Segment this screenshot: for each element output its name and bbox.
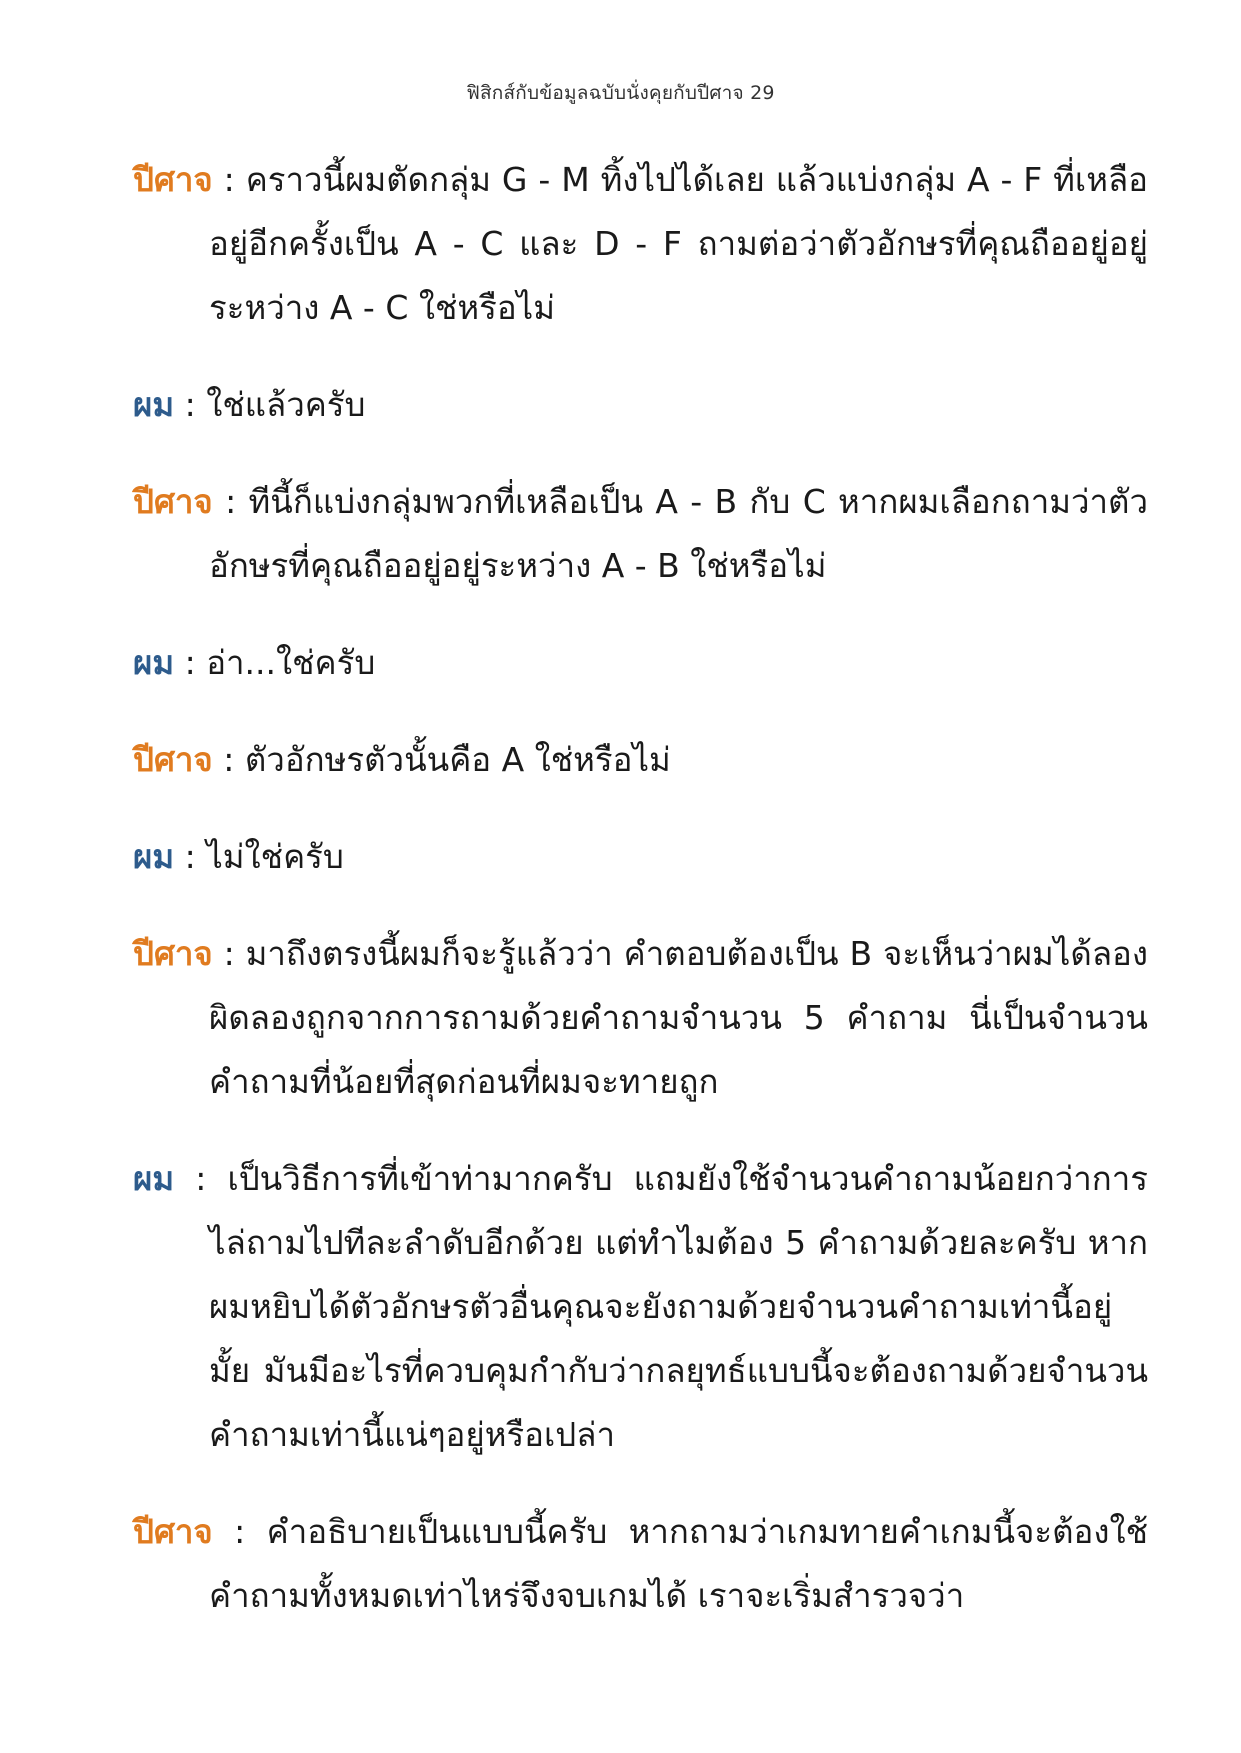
speaker-separator: : <box>174 1159 228 1198</box>
speaker-label-me: ผม <box>133 1159 175 1198</box>
dialogue-text: คราวนี้ผมตัดกลุ่ม G - M ทิ้งไปได้เลย แล้วแบ่งกลุ่ม A - F ที่เหลืออยู่อีกครั้งเป็น A - C และ D - F ถามต่อว่าตัวอักษรที่คุณถืออยู่อยู่ระหว่าง A - C ใช่หรือไม่ <box>209 160 1148 327</box>
dialogue-text: ตัวอักษรตัวนั้นคือ A ใช่หรือไม่ <box>244 740 671 779</box>
dialogue-text: คำอธิบายเป็นแบบนี้ครับ หากถามว่าเกมทายคำเกมนี้จะต้องใช้คำถามทั้งหมดเท่าไหร่จึงจบเกมได้ เราจะเริ่มสำรวจว่า <box>209 1512 1148 1615</box>
speaker-separator: : <box>212 482 249 521</box>
dialogue-text: อ่า...ใช่ครับ <box>206 643 376 682</box>
dialogue-turn-1 <box>133 148 1148 340</box>
speaker-separator: : <box>174 385 207 424</box>
speaker-label-me: ผม <box>133 643 175 682</box>
dialogue-text: ทีนี้ก็แบ่งกลุ่มพวกที่เหลือเป็น A - B กับ C หากผมเลือกถามว่าตัวอักษรที่คุณถืออยู่อยู่ระหว่าง A - B ใช่หรือไม่ <box>209 482 1148 585</box>
dialogue-turn-5 <box>133 728 1148 792</box>
speaker-label-master: ปีศาจ <box>133 934 213 973</box>
running-header: ฟิสิกส์กับข้อมูลฉบับนั่งคุยกับปีศาจ 29 <box>466 82 775 104</box>
speaker-label-master: ปีศาจ <box>133 1512 213 1551</box>
dialogue-turn-7 <box>133 922 1148 1114</box>
dialogue-text: มาถึงตรงนี้ผมก็จะรู้แล้วว่า คำตอบต้องเป็น B จะเห็นว่าผมได้ลองผิดลองถูกจากการถามด้วยคำถามจำนวน 5 คำถาม นี่เป็นจำนวนคำถามที่น้อยที่สุดก่อนที่ผมจะทายถูก <box>209 934 1148 1101</box>
speaker-separator: : <box>174 643 207 682</box>
speaker-label-master: ปีศาจ <box>133 482 213 521</box>
dialogue-turn-4 <box>133 631 1148 695</box>
speaker-separator: : <box>212 740 245 779</box>
dialogue-body <box>133 148 1148 1654</box>
dialogue-text: เป็นวิธีการที่เข้าท่ามากครับ แถมยังใช้จำนวนคำถามน้อยกว่าการไล่ถามไปทีละลำดับอีกด้วย แต่ทำไมต้อง 5 คำถามด้วยละครับ หากผมหยิบได้ตัวอักษรตัวอื่นคุณจะยังถามด้วยจำนวนคำถามเท่านี้อยู่มั้ย มันมีอะไรที่ควบคุมกำกับว่ากลยุทธ์แบบนี้จะต้องถามด้วยจำนวนคำถามเท่านี้แน่ๆอยู่หรือเปล่า <box>209 1159 1148 1454</box>
dialogue-text: ใช่แล้วครับ <box>206 385 366 424</box>
speaker-separator: : <box>212 934 246 973</box>
speaker-label-me: ผม <box>133 385 175 424</box>
speaker-separator: : <box>174 837 207 876</box>
dialogue-text: ไม่ใช่ครับ <box>206 837 344 876</box>
dialogue-turn-2 <box>133 373 1148 437</box>
dialogue-turn-9 <box>133 1500 1148 1628</box>
speaker-label-master: ปีศาจ <box>133 740 213 779</box>
speaker-separator: : <box>212 1512 267 1551</box>
dialogue-turn-8 <box>133 1147 1148 1467</box>
speaker-label-me: ผม <box>133 837 175 876</box>
speaker-separator: : <box>212 160 246 199</box>
dialogue-turn-3 <box>133 470 1148 598</box>
speaker-label-master: ปีศาจ <box>133 160 213 199</box>
dialogue-turn-6 <box>133 825 1148 889</box>
